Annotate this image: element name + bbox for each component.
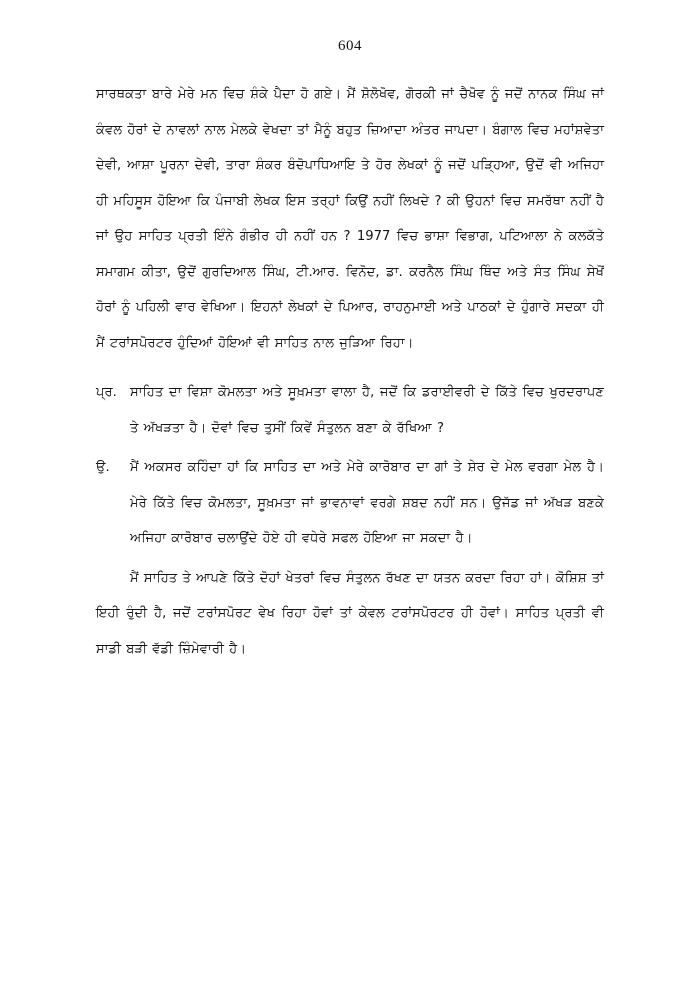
paragraph-spacer [96, 365, 604, 375]
question-marker: ਪ੍ਰ. [96, 385, 117, 400]
page-number: 604 [338, 38, 362, 54]
answer-text: ਮੈਂ ਅਕਸਰ ਕਹਿੰਦਾ ਹਾਂ ਕਿ ਸਾਹਿਤ ਦਾ ਅਤੇ ਮੇਰੇ ਕਾਰੋਬਾਰ ਦਾ ਗਾਂ ਤੇ ਸ਼ੇਰ ਦੇ ਮੇਲ ਵਰਗਾ ਮੇਲ ਹੈ। ਮੇਰੇ ਕਿੱਤੇ ਵਿਚ ਕੋਮਲਤਾ, ਸੂਖ਼ਮਤਾ ਜਾਂ ਭਾਵਨਾਵਾਂ ਵਰਗੇ ਸ਼ਬਦ ਨਹੀਂ ਸਨ। ਉਜੱਡ ਜਾਂ ਅੱਖੜ ਬਣਕੇ ਅਜਿਹਾ ਕਾਰੋਬਾਰ ਚਲਾਉਂਦੇ ਹੋਏ ਹੀ ਵਧੇਰੇ ਸਫਲ ਹੋਇਆ ਜਾ ਸਕਦਾ ਹੈ। [130, 460, 604, 546]
question-text: ਸਾਹਿਤ ਦਾ ਵਿਸ਼ਾ ਕੋਮਲਤਾ ਅਤੇ ਸੂਖ਼ਮਤਾ ਵਾਲਾ ਹੈ, ਜਦੋਂ ਕਿ ਡਰਾਈਵਰੀ ਦੇ ਕਿੱਤੇ ਵਿਚ ਖੁਰਦਰਾਪਣ ਤੇ ਅੱਖੜਤਾ ਹੈ। ਦੋਵਾਂ ਵਿਚ ਤੁਸੀਂ ਕਿਵੇਂ ਸੰਤੁਲਨ ਬਣਾ ਕੇ ਰੱਖਿਆ ? [130, 385, 604, 436]
paragraph-1: ਸਾਰਥਕਤਾ ਬਾਰੇ ਮੇਰੇ ਮਨ ਵਿਚ ਸ਼ੰਕੇ ਪੈਦਾ ਹੋ ਗਏ। ਮੈਂ ਸ਼ੋਲੋਖੋਵ, ਗੋਰਕੀ ਜਾਂ ਚੈਖੋਵ ਨੂੰ ਜਦੋਂ ਨਾਨਕ ਸਿੰਘ ਜਾਂ ਕੰਵਲ ਹੋਰਾਂ ਦੇ ਨਾਵਲਾਂ ਨਾਲ ਮੇਲਕੇ ਵੇਖਦਾ ਤਾਂ ਮੈਨੂੰ ਬਹੁਤ ਜ਼ਿਆਦਾ ਅੰਤਰ ਜਾਪਦਾ। ਬੰਗਾਲ ਵਿਚ ਮਹਾਂਸ਼ਵੇਤਾ ਦੇਵੀ, ਆਸ਼ਾ ਪੂਰਨਾ ਦੇਵੀ, ਤਾਰਾ ਸ਼ੰਕਰ ਬੰਦੋਪਾਧਿਆਇ ਤੇ ਹੋਰ ਲੇਖਕਾਂ ਨੂੰ ਜਦੋਂ ਪੜ੍ਹਿਆ, ਉਦੋਂ ਵੀ ਅਜਿਹਾ ਹੀ ਮਹਿਸੂਸ ਹੋਇਆ ਕਿ ਪੰਜਾਬੀ ਲੇਖਕ ਇਸ ਤਰ੍ਹਾਂ ਕਿਉਂ ਨਹੀਂ ਲਿਖਦੇ ? ਕੀ ਉਹਨਾਂ ਵਿਚ ਸਮਰੱਥਾ ਨਹੀਂ ਹੈ ਜਾਂ ਉਹ ਸਾਹਿਤ ਪ੍ਰਤੀ ਇੰਨੇ ਗੰਭੀਰ ਹੀ ਨਹੀਂ ਹਨ ? 1977 ਵਿਚ ਭਾਸ਼ਾ ਵਿਭਾਗ, ਪਟਿਆਲਾ ਨੇ ਕਲਕੱਤੇ ਸਮਾਗਮ ਕੀਤਾ, ਉਦੋਂ ਗੁਰਦਿਆਲ ਸਿੰਘ, ਟੀ.ਆਰ. ਵਿਨੋਦ, ਡਾ. ਕਰਨੈਲ ਸਿੰਘ ਥਿੰਦ ਅਤੇ ਸੰਤ ਸਿੰਘ ਸੇਖੋਂ ਹੋਰਾਂ ਨੂੰ ਪਹਿਲੀ ਵਾਰ ਵੇਖਿਆ। ਇਹਨਾਂ ਲੇਖਕਾਂ ਦੇ ਪਿਆਰ, ਰਾਹਨੁਮਾਈ ਅਤੇ ਪਾਠਕਾਂ ਦੇ ਹੁੰਗਾਰੇ ਸਦਕਾ ਹੀ ਮੈਂ ਟਰਾਂਸਪੋਰਟਰ ਹੁੰਦਿਆਂ ਹੋਇਆਂ ਵੀ ਸਾਹਿਤ ਨਾਲ ਜੁੜਿਆ ਰਿਹਾ। [96, 87, 604, 351]
closing-paragraph: ਮੈਂ ਸਾਹਿਤ ਤੇ ਆਪਣੇ ਕਿੱਤੇ ਦੋਹਾਂ ਖੇਤਰਾਂ ਵਿਚ ਸੰਤੁਲਨ ਰੱਖਣ ਦਾ ਯਤਨ ਕਰਦਾ ਰਿਹਾ ਹਾਂ। ਕੋਸ਼ਿਸ਼ ਤਾਂ ਇਹੀ ਰੁੰਦੀ ਹੈ, ਜਦੋਂ ਟਰਾਂਸਪੋਰਟ ਵੇਖ ਰਿਹਾ ਹੋਵਾਂ ਤਾਂ ਕੇਵਲ ਟਰਾਂਸਪੋਰਟਰ ਹੀ ਹੋਵਾਂ। ਸਾਹਿਤ ਪ੍ਰਤੀ ਵੀ ਸਾਡੀ ਬੜੀ ਵੱਡੀ ਜ਼ਿੰਮੇਵਾਰੀ ਹੈ। [96, 570, 604, 657]
question-block [96, 375, 604, 446]
body-content [96, 77, 604, 667]
answer-block [96, 450, 604, 557]
answer-marker: ਉ. [96, 460, 110, 475]
